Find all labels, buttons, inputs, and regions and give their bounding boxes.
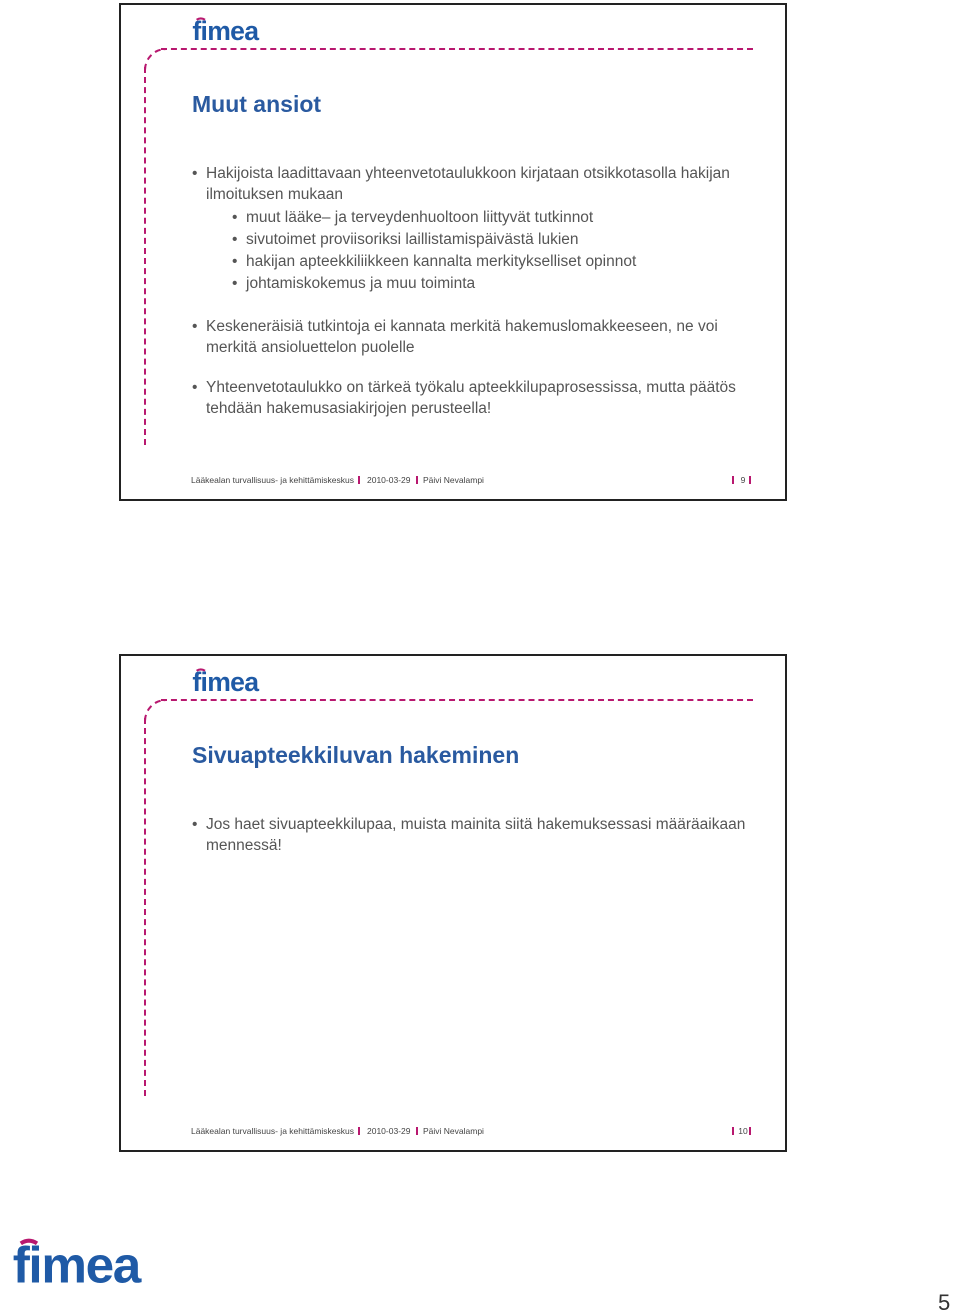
footer-org: Lääkealan turvallisuus- ja kehittämiskeskus	[191, 475, 354, 485]
sub-bullet-item: • sivutoimet proviisoriksi laillistamispäivästä lukien	[192, 229, 752, 251]
footer-separator	[358, 1127, 360, 1135]
bullet-item: • Keskeneräisiä tutkintoja ei kannata merkitä hakemuslomakkeeseen, ne voi merkitä ansioluettelon puolelle	[192, 317, 752, 358]
frame-corner	[144, 48, 166, 70]
footer-separator	[358, 476, 360, 484]
sub-list	[192, 207, 752, 295]
frame-top-line	[161, 699, 753, 701]
sub-bullet-item: • johtamiskokemus ja muu toiminta	[192, 273, 752, 295]
footer-separator	[749, 476, 751, 484]
slide-footer	[191, 475, 751, 487]
footer-separator	[732, 1127, 734, 1135]
bullet-item: • Yhteenvetotaulukko on tärkeä työkalu apteekkilupaprosessissa, mutta päätös tehdään hakemusasiakirjojen perusteella!	[192, 378, 752, 419]
slide-content	[192, 164, 752, 439]
frame-top-line	[161, 48, 753, 50]
footer-separator	[416, 476, 418, 484]
footer-separator	[749, 1127, 751, 1135]
footer-date: 2010-03-29	[367, 1126, 411, 1136]
slide-9	[119, 3, 787, 501]
bullet-item: • Jos haet sivuapteekkilupaa, muista mainita siitä hakemuksessasi määräaikaan mennessä!	[192, 815, 752, 856]
frame-left-line	[144, 718, 146, 1096]
slide-title: Muut ansiot	[192, 91, 322, 117]
footer-separator	[416, 1127, 418, 1135]
frame-left-line	[144, 67, 146, 445]
footer-author: Päivi Nevalampi	[423, 1126, 484, 1136]
slide-10	[119, 654, 787, 1152]
bullet-item: • Hakijoista laadittavaan yhteenvetotaulukkoon kirjataan otsikkotasolla hakijan ilmoituksen mukaan	[192, 164, 752, 205]
frame-corner	[144, 699, 166, 721]
slide-title: Sivuapteekkiluvan hakeminen	[192, 742, 520, 768]
footer-org: Lääkealan turvallisuus- ja kehittämiskeskus	[191, 1126, 354, 1136]
slide-footer	[191, 1126, 751, 1138]
footer-author: Päivi Nevalampi	[423, 475, 484, 485]
fimea-logo-icon	[6, 1238, 149, 1292]
fimea-logo-icon	[191, 17, 261, 45]
sub-bullet-item: • hakijan apteekkiliikkeen kannalta merkitykselliset opinnot	[192, 251, 752, 273]
footer-separator	[732, 476, 734, 484]
sub-bullet-item: • muut lääke– ja terveydenhuoltoon liittyvät tutkinnot	[192, 207, 752, 229]
slide-content	[192, 815, 752, 876]
footer-date: 2010-03-29	[367, 475, 411, 485]
sheet-number: 5	[938, 1290, 951, 1315]
page-number: 9	[740, 475, 746, 485]
fimea-logo-icon	[191, 668, 261, 696]
page-number: 10	[738, 1126, 748, 1136]
